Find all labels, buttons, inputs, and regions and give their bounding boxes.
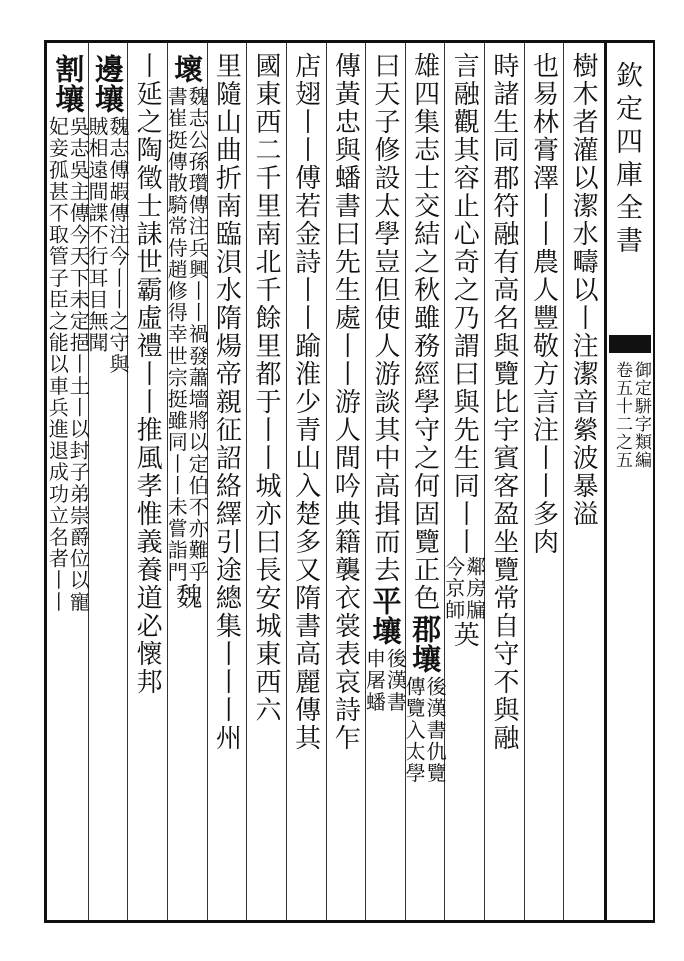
entry-heading: 平壤: [368, 586, 403, 646]
main-text: 隋書高麗傳其: [290, 584, 321, 752]
gloss-line: 魏志公孫瓚傳注兵興丨丨禍發蕭墻將以定伯不亦難乎: [185, 86, 210, 583]
gloss-line: 魏志傅嘏傳注今丨丨之守與: [105, 116, 130, 376]
gloss-line: 今京師: [441, 556, 466, 621]
main-text: 店翅丨丨傅若金詩丨丨: [290, 52, 321, 332]
main-text: 言融觀其容止心奇之乃謂: [449, 52, 480, 360]
text-column: [41, 52, 95, 914]
main-text: 里隨山曲折南臨浿水隋煬: [211, 52, 242, 360]
main-text: 雄四集志士交結之秋雖務: [409, 52, 440, 360]
book-info: [613, 361, 649, 469]
main-text: 邦: [132, 668, 163, 696]
entry-heading: 割壤: [51, 54, 86, 114]
main-text: 敬方言注丨丨多肉: [528, 332, 559, 556]
main-text: 曰與先生同丨丨: [449, 360, 480, 556]
gloss-line: 後漢書: [383, 648, 408, 713]
gloss-line: 申屠蟠: [362, 648, 387, 713]
main-text: 覽比宇賓客盈坐覽常自: [488, 360, 519, 640]
gloss-line: 傳覽入太學: [402, 676, 427, 784]
gloss-line: 妃妾孤甚不取管子臣之能以車兵進退成功立名者丨丨: [45, 116, 70, 613]
main-text: 也易林膏澤丨丨農人豐: [528, 52, 559, 332]
main-text: 游談其中高揖而去: [369, 360, 400, 584]
main-text: 東西六: [251, 640, 282, 724]
main-text: 丨游人間吟典籍襲衣裳表: [330, 360, 361, 668]
main-text: 英: [449, 620, 480, 649]
gloss-line: 後漢書仇覽: [423, 676, 448, 784]
gloss-line: 賊相遠間諜不行耳目無聞: [84, 116, 109, 354]
gloss-line: 鄰房牖: [462, 556, 487, 621]
main-text: 曰天子修設太學豈但使人: [369, 52, 400, 360]
main-text: 帝親征詔絡繹引途總集丨丨: [211, 360, 242, 696]
main-text: 魏: [171, 582, 202, 611]
header-band: [607, 40, 655, 923]
main-text: 踰淮少青山入楚多又: [290, 332, 321, 584]
gloss-line: 書崔挺傳散騎常侍趙修得幸世宗挺雖同丨丨未嘗詣門: [164, 86, 189, 583]
main-text: 時諸生同郡符融有高名與: [488, 52, 519, 360]
book-title: 御定駢字類編: [631, 361, 651, 469]
fishtail-marker: [609, 335, 651, 353]
entry-heading: 郡壤: [408, 614, 443, 674]
gloss-line: 吳志吳主傳今天下未定挹丨土丨以封子弟崇爵位以寵: [66, 116, 91, 613]
main-text: 傳黃忠與蟠書曰先生處丨: [330, 52, 361, 360]
main-text: 守不與融: [488, 640, 519, 752]
main-text: 都于丨丨城亦曰長安城: [251, 360, 282, 640]
entry-heading: 壞: [170, 54, 205, 84]
main-text: 丨注潔音縈波暴溢: [568, 304, 599, 528]
main-text: 丨州: [211, 696, 242, 752]
main-text: 國東西二千里南北千餘里: [251, 52, 282, 360]
main-text: 樹木者灌以潔水疇以: [568, 52, 599, 304]
commentary-gloss: [45, 116, 91, 613]
book-volume: 卷五十二之五: [612, 361, 632, 469]
main-text: 經學守之何固覽正色: [409, 360, 440, 612]
main-text: 丨丨推風孝惟義養道必懷: [132, 360, 163, 668]
main-text: 丨延之陶徵士誄世霸虛禮: [132, 52, 163, 360]
entry-heading: 邊壤: [90, 54, 125, 114]
main-text: 哀詩乍: [330, 668, 361, 752]
collection-title: 欽定四庫全書: [611, 61, 642, 259]
